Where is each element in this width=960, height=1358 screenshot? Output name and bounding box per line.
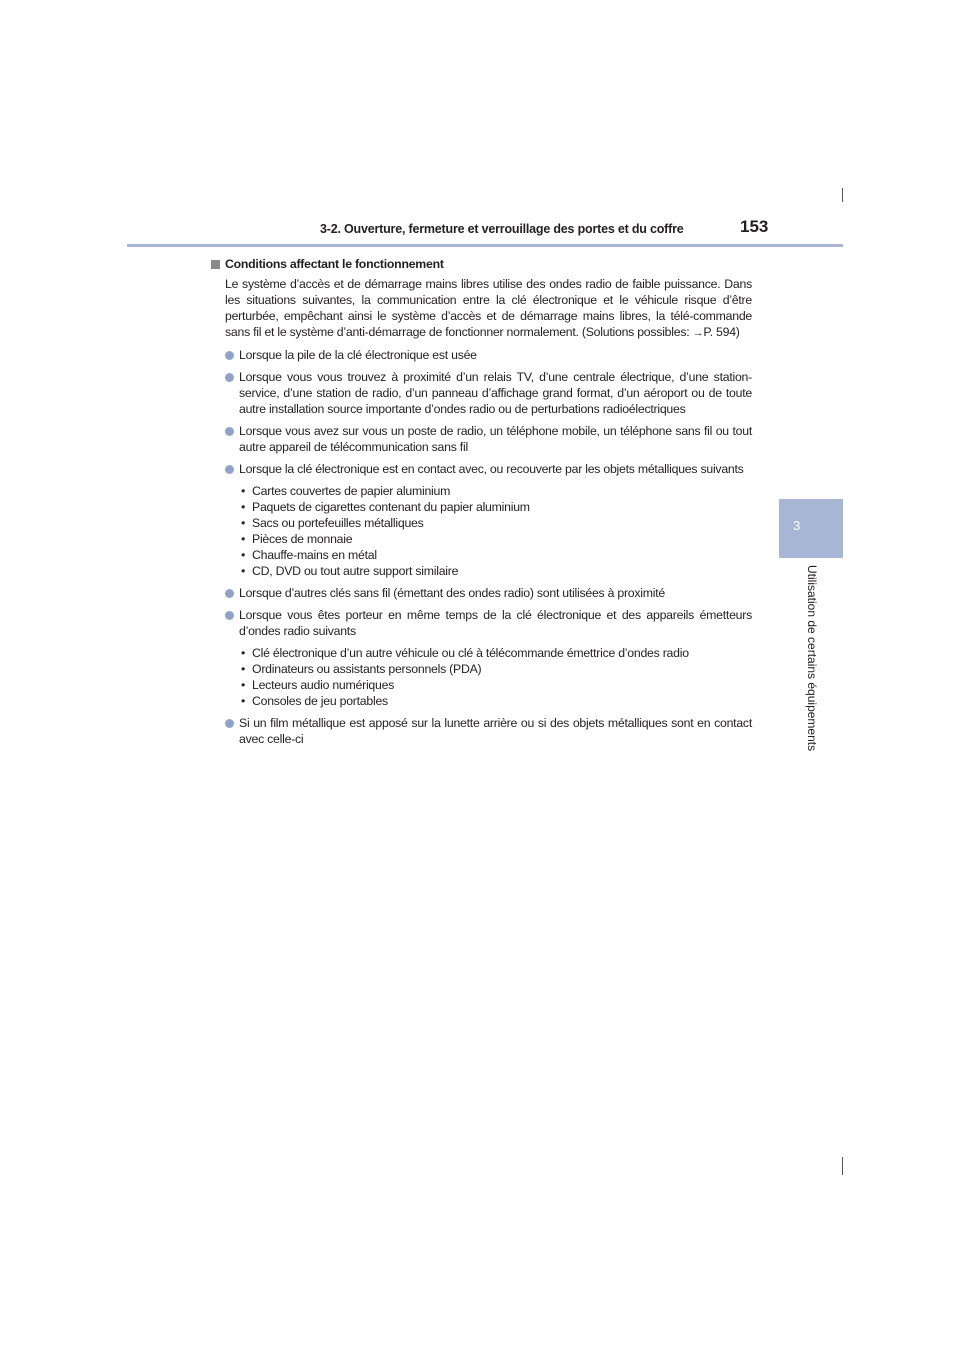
bullet-item (211, 461, 752, 477)
section-heading-text: Conditions affectant le fonctionnement (225, 257, 444, 271)
section-heading (211, 256, 752, 272)
sub-list-item: • Sacs ou portefeuilles métalliques (211, 515, 752, 531)
sub-list-item: • Ordinateurs ou assistants personnels (PDA) (211, 661, 752, 677)
bullet-text: Lorsque la clé électronique est en contact avec, ou recouverte par les objets métalliques suivants (239, 462, 744, 476)
bullet-item (211, 607, 752, 639)
bullet-text: Lorsque vous vous trouvez à proximité d’un relais TV, d’une centrale électrique, d’une station-service, d’une station de radio, d’un panneau d’affichage grand format, d’un aéroport ou de toute autre installation source importante d’ondes radio ou de perturbations radioélectriques (239, 370, 752, 416)
crop-mark-bottom (842, 1157, 843, 1175)
page-reference[interactable]: P. 594) (703, 325, 740, 339)
header-rule (127, 244, 843, 247)
bullet-text: Lorsque d’autres clés sans fil (émettant des ondes radio) sont utilisées à proximité (239, 586, 666, 600)
bullet-text: Lorsque vous êtes porteur en même temps de la clé électronique et des appareils émetteurs d’ondes radio suivants (239, 608, 752, 638)
intro-paragraph (211, 276, 752, 341)
bullet-text: Lorsque la pile de la clé électronique est usée (239, 348, 477, 362)
chapter-tab (779, 499, 843, 558)
sub-list-item: • Lecteurs audio numériques (211, 677, 752, 693)
page-number: 153 (740, 217, 769, 236)
circle-bullet-icon (225, 611, 234, 620)
bullet-list (211, 347, 752, 747)
bullet-text: Lorsque vous avez sur vous un poste de radio, un téléphone mobile, un téléphone sans fil ou tout autre appareil de télécommunication sans fil (239, 424, 752, 454)
sub-list-item: • CD, DVD ou tout autre support similaire (211, 563, 752, 579)
square-bullet-icon (211, 260, 220, 269)
bullet-item (211, 423, 752, 455)
main-content (211, 256, 752, 747)
section-title: 3-2. Ouverture, fermeture et verrouillage des portes et du coffre (320, 222, 684, 236)
circle-bullet-icon (225, 351, 234, 360)
chapter-label: Utilisation de certains équipements (805, 565, 819, 752)
chapter-number: 3 (793, 518, 801, 533)
circle-bullet-icon (225, 589, 234, 598)
bullet-item (211, 347, 752, 363)
sub-list-item: • Cartes couvertes de papier aluminium (211, 483, 752, 499)
bullet-item (211, 715, 752, 747)
bullet-item (211, 369, 752, 417)
circle-bullet-icon (225, 427, 234, 436)
sub-list (211, 645, 752, 709)
bullet-item (211, 585, 752, 601)
sub-list-item: • Pièces de monnaie (211, 531, 752, 547)
circle-bullet-icon (225, 373, 234, 382)
crop-mark-top (842, 188, 843, 202)
sub-list (211, 483, 752, 579)
sub-list-item: • Chauffe-mains en métal (211, 547, 752, 563)
bullet-text: Si un film métallique est apposé sur la lunette arrière ou si des objets métalliques sont en contact avec celle-ci (239, 716, 752, 746)
sub-list-item: • Paquets de cigarettes contenant du papier aluminium (211, 499, 752, 515)
reference-arrow-icon: → (692, 327, 704, 339)
circle-bullet-icon (225, 719, 234, 728)
circle-bullet-icon (225, 465, 234, 474)
sub-list-item: • Clé électronique d’un autre véhicule ou clé à télécommande émettrice d’ondes radio (211, 645, 752, 661)
sub-list-item: • Consoles de jeu portables (211, 693, 752, 709)
intro-text: Le système d’accès et de démarrage mains libres utilise des ondes radio de faible puissance. Dans les situations suivantes, la communication entre la clé électronique et le véhicule risque d’être perturbée, empêchant ainsi le système d’accès et de démarrage mains libres, la télé-commande sans fil et le système d’anti-démarrage de fonctionner normalement. (Solutions possibles: (225, 277, 752, 339)
